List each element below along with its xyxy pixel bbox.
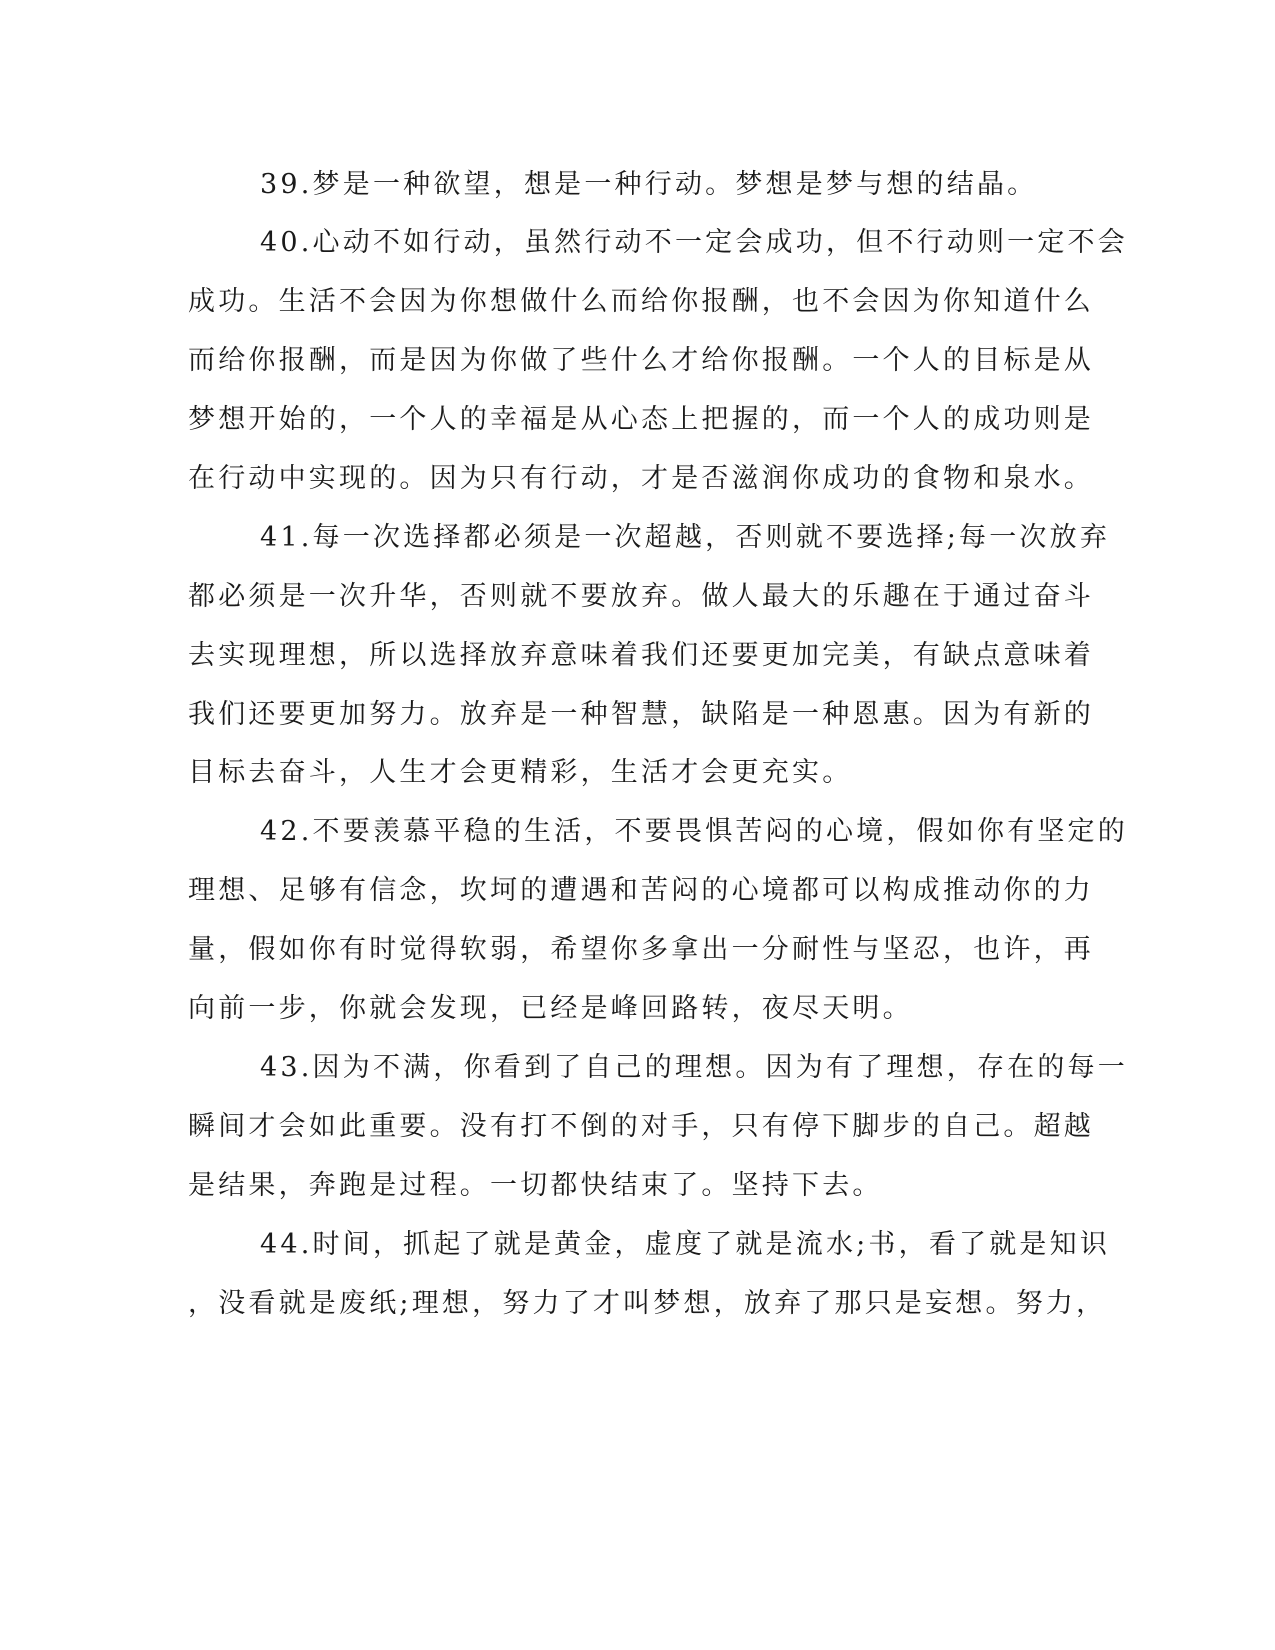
paragraph-40-line-5: 在行动中实现的。因为只有行动，才是否滋润你成功的食物和泉水。 bbox=[188, 463, 1094, 494]
paragraph-43-line-2: 瞬间才会如此重要。没有打不倒的对手，只有停下脚步的自己。超越 bbox=[188, 1111, 1094, 1142]
paragraph-41-line-4: 我们还要更加努力。放弃是一种智慧，缺陷是一种恩惠。因为有新的 bbox=[188, 699, 1094, 730]
paragraph-43-line-3: 是结果，奔跑是过程。一切都快结束了。坚持下去。 bbox=[188, 1170, 883, 1201]
paragraph-40-line-1: 40.心动不如行动，虽然行动不一定会成功，但不行动则一定不会 bbox=[260, 227, 1128, 258]
paragraph-39: 39.梦是一种欲望，想是一种行动。梦想是梦与想的结晶。 bbox=[260, 169, 1038, 200]
paragraph-41-line-1: 41.每一次选择都必须是一次超越，否则就不要选择;每一次放弃 bbox=[260, 522, 1111, 553]
paragraph-42-line-2: 理想、足够有信念，坎坷的遭遇和苦闷的心境都可以构成推动你的力 bbox=[188, 875, 1094, 906]
paragraph-40-line-3: 而给你报酬，而是因为你做了些什么才给你报酬。一个人的目标是从 bbox=[188, 345, 1094, 376]
paragraph-40-line-2: 成功。生活不会因为你想做什么而给你报酬，也不会因为你知道什么 bbox=[188, 286, 1094, 317]
paragraph-40-line-4: 梦想开始的，一个人的幸福是从心态上把握的，而一个人的成功则是 bbox=[188, 404, 1094, 435]
paragraph-41-line-5: 目标去奋斗，人生才会更精彩，生活才会更充实。 bbox=[188, 757, 853, 788]
paragraph-42-line-1: 42.不要羡慕平稳的生活，不要畏惧苦闷的心境，假如你有坚定的 bbox=[260, 816, 1128, 847]
paragraph-41-line-3: 去实现理想，所以选择放弃意味着我们还要更加完美，有缺点意味着 bbox=[188, 640, 1094, 671]
paragraph-44-line-2: ，没看就是废纸;理想，努力了才叫梦想，放弃了那只是妄想。努力， bbox=[188, 1288, 1107, 1319]
paragraph-42-line-4: 向前一步，你就会发现，已经是峰回路转，夜尽天明。 bbox=[188, 993, 913, 1024]
paragraph-41-line-2: 都必须是一次升华，否则就不要放弃。做人最大的乐趣在于通过奋斗 bbox=[188, 581, 1094, 612]
paragraph-42-line-3: 量，假如你有时觉得软弱，希望你多拿出一分耐性与坚忍，也许，再 bbox=[188, 934, 1094, 965]
paragraph-44-line-1: 44.时间，抓起了就是黄金，虚度了就是流水;书，看了就是知识 bbox=[260, 1229, 1111, 1260]
paragraph-43-line-1: 43.因为不满，你看到了自己的理想。因为有了理想，存在的每一 bbox=[260, 1052, 1128, 1083]
